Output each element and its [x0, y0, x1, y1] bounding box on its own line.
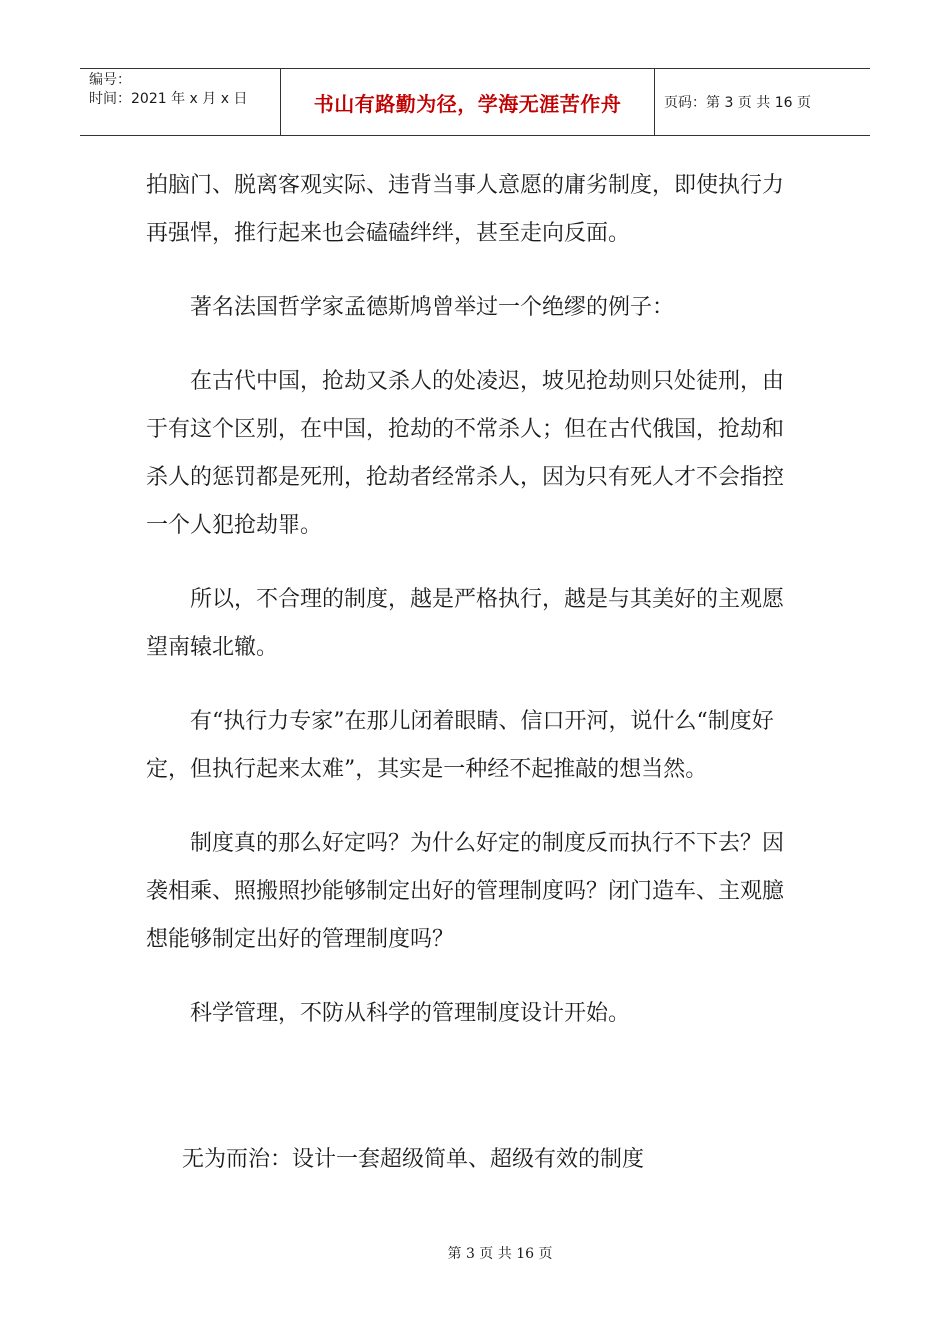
header-page-info: 页码：第 3 页 共 16 页 — [664, 95, 811, 111]
paragraph: 著名法国哲学家孟德斯鸠曾举过一个绝缪的例子： — [190, 295, 675, 320]
page-header — [80, 68, 870, 136]
header-meta — [80, 69, 281, 135]
header-page-info-cell — [655, 69, 870, 135]
document-body — [146, 162, 796, 1064]
paragraph: 有“执行力专家”在那儿闭着眼睛、信口开河，说什么“制度好定，但执行起来太难”，其实是一种经不起推敲的想当然。 — [146, 709, 774, 782]
paragraph: 所以，不合理的制度，越是严格执行，越是与其美好的主观愿望南辕北辙。 — [146, 587, 785, 660]
paragraph: 科学管理，不防从科学的管理制度设计开始。 — [190, 1001, 631, 1026]
paragraph: 在古代中国，抢劫又杀人的处凌迟，坡见抢劫则只处徒刑，由于有这个区别，在中国，抢劫的不常杀人；但在古代俄国，抢劫和杀人的惩罚都是死刑，抢劫者经常杀人，因为只有死人才不会指控一个人犯抢劫罪。 — [146, 369, 785, 538]
document-number-label: 编号： — [89, 72, 131, 88]
header-motto: 书山有路勤为径，学海无涯苦作舟 — [313, 91, 622, 116]
paragraph: 制度真的那么好定吗？为什么好定的制度反而执行不下去？因袭相乘、照搬照抄能够制定出好的管理制度吗？闭门造车、主观臆想能够制定出好的管理制度吗？ — [146, 831, 785, 952]
header-motto-cell — [281, 69, 655, 135]
document-date: 时间：2021 年 x 月 x 日 — [89, 91, 248, 107]
page-footer: 第 3 页 共 16 页 — [447, 1246, 553, 1262]
paragraph: 拍脑门、脱离客观实际、违背当事人意愿的庸劣制度，即使执行力再强悍，推行起来也会磕磕绊绊，甚至走向反面。 — [146, 173, 785, 246]
section-title: 无为而治：设计一套超级简单、超级有效的制度 — [182, 1147, 645, 1172]
